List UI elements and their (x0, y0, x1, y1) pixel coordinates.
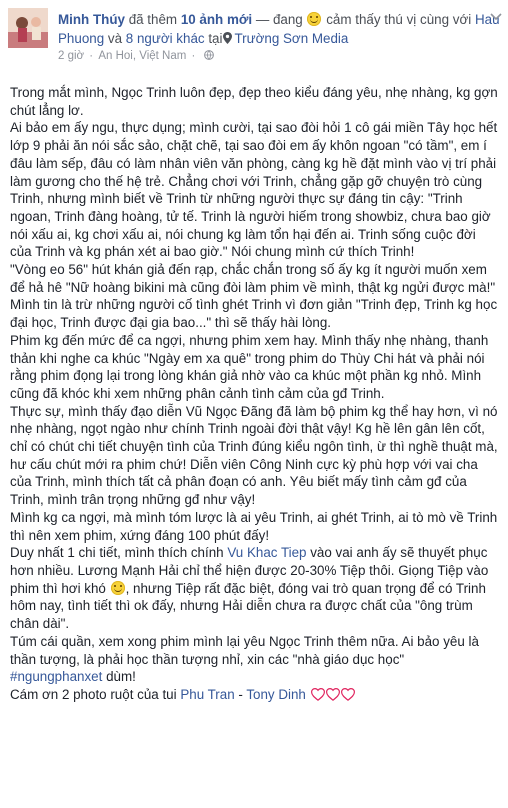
others-link[interactable]: 8 người khác (125, 31, 205, 46)
chevron-down-icon[interactable] (490, 12, 502, 22)
post-header-text (58, 10, 504, 48)
location-pin-icon (223, 32, 232, 44)
post-meta (58, 50, 214, 62)
paragraph-5: Thực sự, mình thấy đạo diễn Vũ Ngọc Đãng đã làm bộ phim kg thể hay hơn, vì nó nhẹ nhàng, ngọt ngào như chính Trinh ngoài đời thật vậy! Kg hề lên gân lên cốt, chỉ có chút chi tiết chuyện tình của Trinh đúng kiểu ngôn tình, ừ thì nghề thuật mà, hư cấu chút mới ra phim chứ! Diễn viên Công Ninh cực kỳ phù hợp với vai cha của Trinh, mình thích tất cả phân đoạn có anh. Yêu biết mấy tình cảm gđ của Trinh, mình trân trọng những gđ như vậy! (10, 403, 498, 508)
thanks-paragraph (10, 686, 500, 704)
heart-icon (341, 688, 355, 701)
new-photos-link[interactable]: 10 ảnh mới (180, 12, 253, 27)
heart-icon (326, 688, 340, 701)
action-text: đã thêm (128, 12, 178, 27)
photographer-2-link[interactable]: Tony Dinh (246, 686, 306, 702)
tagged-friend-link[interactable]: Hau Phuong (58, 12, 500, 46)
paragraph-7-middle: vào vai anh ấy sẽ thuyết phục hơn nhiều. Lương Mạnh Hải chỉ thể hiện được 20-30% Tiệp thôi. Giọng Tiệp vào phim thì hơi khó (10, 545, 489, 596)
hashtag-link[interactable]: #ngungphanxet (10, 669, 103, 685)
mentioned-person-link[interactable]: Vu Khac Tiep (227, 545, 307, 561)
paragraph-8-end: dùm! (102, 669, 136, 685)
smile-emoji-icon (307, 12, 321, 26)
post-header (8, 6, 504, 72)
paragraph-6: Mình kg ca ngợi, mà mình tóm lược là ai yêu Trinh, ai ghét Trinh, ai tò mò về Trinh thì nên xem phim, xứng đáng 100 phút đấy! (10, 509, 498, 543)
paragraph-7-end: , nhưng Tiệp rất đặc biệt, đóng vai trò quan trọng để có Trinh hôm nay, tình tiết thì ok đấy, nhưng Hải diễn chưa ra được chất của "ông trùm chân dài". (10, 580, 486, 632)
post-location[interactable]: An Hoi, Việt Nam (98, 50, 187, 62)
author-avatar[interactable] (8, 8, 48, 48)
paragraph-4: Phim kg đến mức để ca ngợi, nhưng phim xem hay. Mình thấy nhẹ nhàng, thanh thản khi nghe ca khúc "Ngày em xa quê" trong phim do Thùy Chi hát và phải nói rằng phim đọng lại trong lòng khán giả nhờ vào ca khúc một phần kg nhỏ. Mình cũng đã khóc khi xem những phân cảnh tình cảm của gđ Trinh. (10, 332, 489, 401)
place-link[interactable]: Trường Sơn Media (234, 31, 349, 46)
paragraph-8-text: Túm cái quần, xem xong phim mình lại yêu Ngọc Trinh thêm nữa. Ai bảo yêu là thần tượng, là phải học thần tượng nhỉ, xin các "nhà giáo dục học" (10, 633, 479, 667)
name-separator: - (234, 686, 247, 702)
post-time[interactable]: 2 giờ (58, 50, 85, 62)
at-text: tại (208, 31, 223, 46)
paragraph-7-start: Duy nhất 1 chi tiết, mình thích chính (10, 545, 228, 561)
and-text: và (107, 31, 123, 46)
with-text: với (452, 12, 472, 27)
heart-icon (311, 688, 325, 701)
paragraph-1: Trong mắt mình, Ngọc Trinh luôn đẹp, đẹp theo kiểu đáng yêu, nhẹ nhàng, kg gợn chút lẳng lơ. (10, 85, 498, 118)
paragraph-2: Ai bảo em ấy ngu, thực dụng; mình cười, tại sao đòi hỏi 1 cô gái miền Tây học hết lớp 9 phải ăn nói sắc sảo, chặt chẽ, tại sao đòi em ấy khôn ngoan "có tầm", em í đâu làm sếp, đâu có làm nhân viên văn phòng, càng kg hề đặt mình vào vị trí phải làm gương cho thế hệ trẻ. Chẳng chơi với Trinh, chẳng gặp gỡ chuyện trò cùng Trinh, nhưng mình biết về Trinh từ những người thực sự đáng tin cậy: "Trinh ngoan, Trinh đàng hoàng, tử tế. Trinh là người hiếm trong showbiz, chưa bao giờ nói xấu ai, kg chơi xấu ai, nói chung kg làm tổn hại đến ai. Trinh sống cuộc đời của Trinh và kg phán xét ai bao giờ." Nói chung mình cứ thích Trinh! (10, 120, 498, 260)
paragraph-3: "Vòng eo 56" hút khán giả đến rạp, chắc chắn trong số ấy kg ít người muốn xem để hả hê "Nữ hoàng bikini mà cũng đòi làm phim về mình, thật kg ngửi được mà!" Mình tin là trừ những người cố tình ghét Trinh vì đơn giản "Trinh đẹp, Trinh kg học đại học, Trinh được đại gia bao..." thì sẽ thấy hài lòng. (10, 262, 498, 331)
globe-icon[interactable] (204, 50, 214, 60)
author-name[interactable]: Minh Thúy (58, 12, 125, 27)
meta-separator: · (86, 50, 97, 62)
photographer-1-link[interactable]: Phu Tran (180, 686, 235, 702)
paragraph-8 (10, 633, 500, 686)
smile-emoji-icon (111, 581, 125, 595)
meta-separator: · (188, 50, 199, 62)
paragraph-7 (10, 544, 500, 633)
feeling-prefix: — đang (255, 12, 303, 27)
post-body (10, 84, 500, 704)
thanks-text: Cám ơn 2 photo ruột của tui (10, 686, 181, 702)
feeling-text: cảm thấy thú vị cùng (326, 12, 450, 27)
